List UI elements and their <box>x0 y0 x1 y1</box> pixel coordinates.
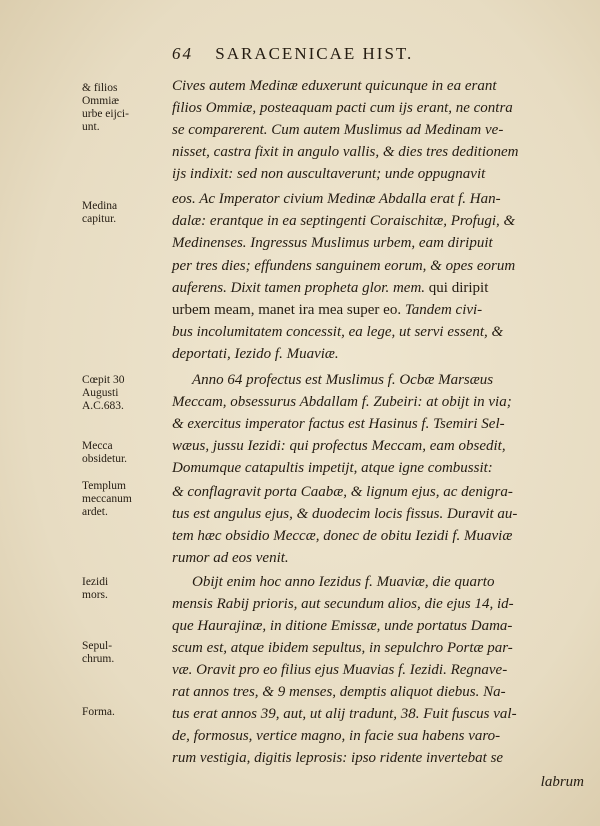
body-line: rum vestigia, digitis leprosis: ipso ridente invertebat se <box>172 750 504 766</box>
note-templum-ardet: Templum meccanum ardet. <box>82 480 132 518</box>
body-line: Cives autem Medinæ eduxerunt quicunque in ea erant <box>172 78 497 94</box>
body-line: scum est, atque ibidem sepultus, in sepulchro Portæ par- <box>172 640 513 656</box>
note-forma: Forma. <box>82 706 115 718</box>
body-line-roman: urbem meam, manet ira mea super eo. <box>172 302 402 318</box>
body-line: filios Ommiæ, posteaquam pacti cum ijs erant, ne contra <box>172 100 513 116</box>
body-line: ijs indixit: sed non auscultaverunt; unde oppugnavit <box>172 166 486 182</box>
body-line: bus incolumitatem concessit, ea lege, ut servi essent, & <box>172 324 504 340</box>
body-line: tus erat annos 39, aut, ut alij tradunt, 38. Fuit fuscus val- <box>172 706 517 722</box>
body-line: & exercitus imperator factus est Hasinus f. Tsemiri Sel- <box>172 416 505 432</box>
body-line: per tres dies; effundens sanguinem eorum, & opes eorum <box>172 258 516 274</box>
running-header <box>172 44 582 64</box>
body-line: dalæ: erantque in ea septingenti Coraischitæ, Profugi, & <box>172 213 516 229</box>
note-filios-ommiae: & filios Ommiæ urbe eijci- unt. <box>82 82 129 133</box>
body-line: væ. Oravit pro eo filius ejus Muavias f. Iezidi. Regnave- <box>172 662 508 678</box>
body-line: tus est angulus ejus, & duodecim locis fissus. Duravit au- <box>172 506 518 522</box>
body-line: se comparerent. Cum autem Muslimus ad Medinam ve- <box>172 122 504 138</box>
page-number: 64 <box>172 44 193 63</box>
body-line: tem hæc obsidio Meccæ, donec de obitu Iezidi f. Muaviæ <box>172 528 513 544</box>
body-line-italic: auferens. Dixit tamen propheta glor. mem. <box>172 280 426 296</box>
body-line-italic: Tandem civi- <box>404 302 483 318</box>
body-line: Obijt enim hoc anno Iezidus f. Muaviæ, die quarto <box>192 574 495 590</box>
running-title: SARACENICAE HIST. <box>215 44 414 63</box>
note-iezidi-mors: Iezidi mors. <box>82 576 109 601</box>
body-line-with-roman <box>172 300 584 320</box>
body-line: eos. Ac Imperator civium Medinæ Abdalla erat f. Han- <box>172 191 501 207</box>
body-line-roman: qui diripit <box>428 280 489 296</box>
note-medina-capitur: Medina capitur. <box>82 200 118 225</box>
body-line: rat annos tres, & 9 menses, demptis aliquot diebus. Na- <box>172 684 506 700</box>
note-sepulchrum: Sepul- chrum. <box>82 640 115 665</box>
body-line: Meccam, obsessurus Abdallam f. Zubeiri: at obijt in via; <box>172 394 512 410</box>
body-line-with-roman <box>172 278 584 298</box>
body-line: que Haurajinæ, in ditione Emissæ, unde portatus Dama- <box>172 618 513 634</box>
body-line: de, formosus, vertice magno, in facie sua habens varo- <box>172 728 501 744</box>
note-coepit-30: Cœpit 30 Augusti A.C.683. <box>82 374 125 412</box>
body-line: deportati, Iezido f. Muaviæ. <box>172 346 339 362</box>
body-line: wæus, jussu Iezidi: qui profectus Meccam, eam obsedit, <box>172 438 506 454</box>
catchword: labrum <box>540 774 584 790</box>
note-mecca-obsidetur: Mecca obsidetur. <box>82 440 128 465</box>
body-line: rumor ad eos venit. <box>172 550 289 566</box>
body-line: Domumque catapultis impetijt, atque igne combussit: <box>172 460 493 476</box>
body-line: Medinenses. Ingressus Muslimus urbem, eam diripuit <box>172 235 493 251</box>
body-line: & conflagravit porta Caabæ, & lignum ejus, ac denigra- <box>172 484 513 500</box>
body-line: mensis Rabij prioris, aut secundum alios, die ejus 14, id- <box>172 596 514 612</box>
body-line: nisset, castra fixit in angulo vallis, & dies tres deditionem <box>172 144 519 160</box>
body-line: Anno 64 profectus est Muslimus f. Ocbæ Marsæus <box>192 372 494 388</box>
